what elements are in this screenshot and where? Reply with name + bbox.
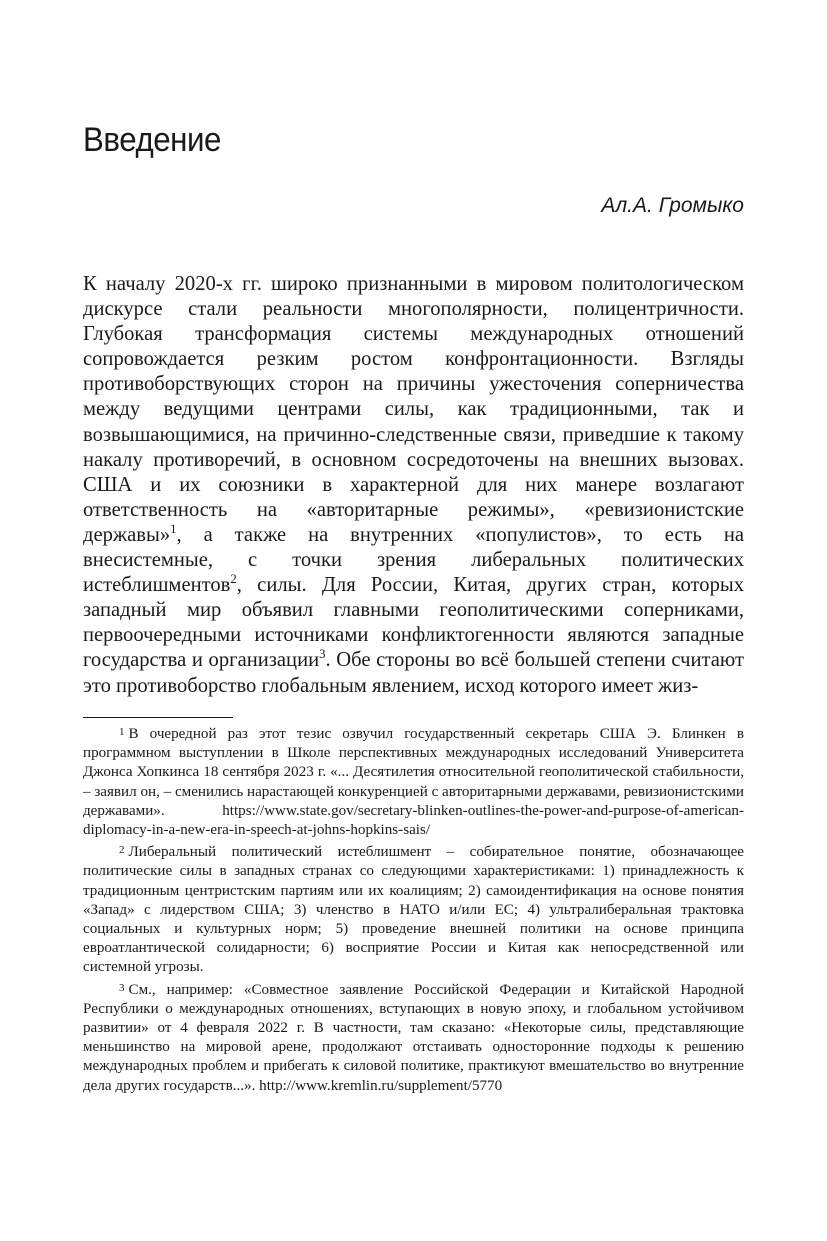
footnote-2 xyxy=(83,841,744,977)
footnote-3 xyxy=(83,979,744,1096)
body-text-part-3: , силы. Для России, Китая, других стран, которых западный мир объявил главными геополитическими соперниками, первоочередными источниками конфликтогенности являются западные государства и организации xyxy=(83,574,744,672)
footnote-divider xyxy=(83,717,233,718)
footnote-text: В очередной раз этот тезис озвучил государственный секретарь США Э. Блинкен в программном выступлении в Школе перспективных международных исследований Университета Джонса Хопкинса 18 сентября 2023 г. «... Десятилетия относительной геополитической стабильности, – заявил он, – сменились нарастающей конкуренцией с авторитарными державами, ревизионистскими державами». https://www.state.gov/secretary-blinken-outlines-the-power-and-purpose-of-american-diplomacy-in-a-new-era-in-speech-at-johns-hopkins-sais/ xyxy=(83,726,744,839)
body-paragraph xyxy=(83,272,744,699)
footnote-1 xyxy=(83,723,744,840)
footnote-text: См., например: «Совместное заявление Российской Федерации и Китайской Народной Республики о международных отношениях, вступающих в новую эпоху, и глобальном устойчивом развитии» от 4 февраля 2022 г. В частности, там сказано: «Некоторые силы, представляющие меньшинство на мировой арене, продолжают отстаивать односторонние подходы к решению международных проблем и прибегать к силовой политике, практикуют вмешательство во внутренние дела других государств...». http://www.kremlin.ru/supplement/5770 xyxy=(83,981,744,1094)
body-text-part-2: , а также на внутренних «популистов», то есть на внесистемные, с точки зрения либеральных политических истеблишментов xyxy=(83,523,744,597)
footnote-number: 1 xyxy=(119,726,125,738)
footnote-text: Либеральный политический истеблишмент – собирательное понятие, обозначающее политические силы в западных странах со следующими характеристиками: 1) принадлежность к традиционным центристским партиям или их коалициям; 2) самоидентификация на основе понятия «Запад» с лидерством США; 3) членство в НАТО и/или ЕС; 4) ультралиберальная трактовка социальных и культурных норм; 5) проведение внешней политики на основе принципа евроатлантической солидарности; 6) восприятие России и Китая как непосредственной или системной угрозы. xyxy=(83,844,744,976)
footnote-ref-3[interactable]: 3 xyxy=(319,647,326,662)
body-text-part-1: К началу 2020-х гг. широко признанными в мировом политологическом дискурсе стали реальности многополярности, полицентричности. Глубокая трансформация системы международных отношений сопровождается резким ростом конфронтационности. Взгляды противоборствующих сторон на причины ужесточения соперничества между ведущими центрами силы, как традиционными, так и возвышающимися, на причинно-следственные связи, приведшие к такому накалу противоречий, в основном сосредоточены на внешних вызовах. США и их союзники в характерной для них манере возлагают ответственность на «авторитарные режимы», «ревизионистские державы» xyxy=(83,273,744,546)
chapter-author: Ал.А. Громыко xyxy=(601,194,744,217)
footnote-number: 3 xyxy=(119,981,125,994)
footnote-number: 2 xyxy=(119,844,125,857)
body-text-part-4: . Обе стороны во всё большей степени считают это противоборство глобальным явлением, исход которого имеет жиз- xyxy=(83,649,745,697)
chapter-title: Введение xyxy=(83,121,221,159)
footnotes xyxy=(83,723,744,1097)
footnote-ref-1[interactable]: 1 xyxy=(170,522,177,537)
footnote-ref-2[interactable]: 2 xyxy=(230,572,237,587)
